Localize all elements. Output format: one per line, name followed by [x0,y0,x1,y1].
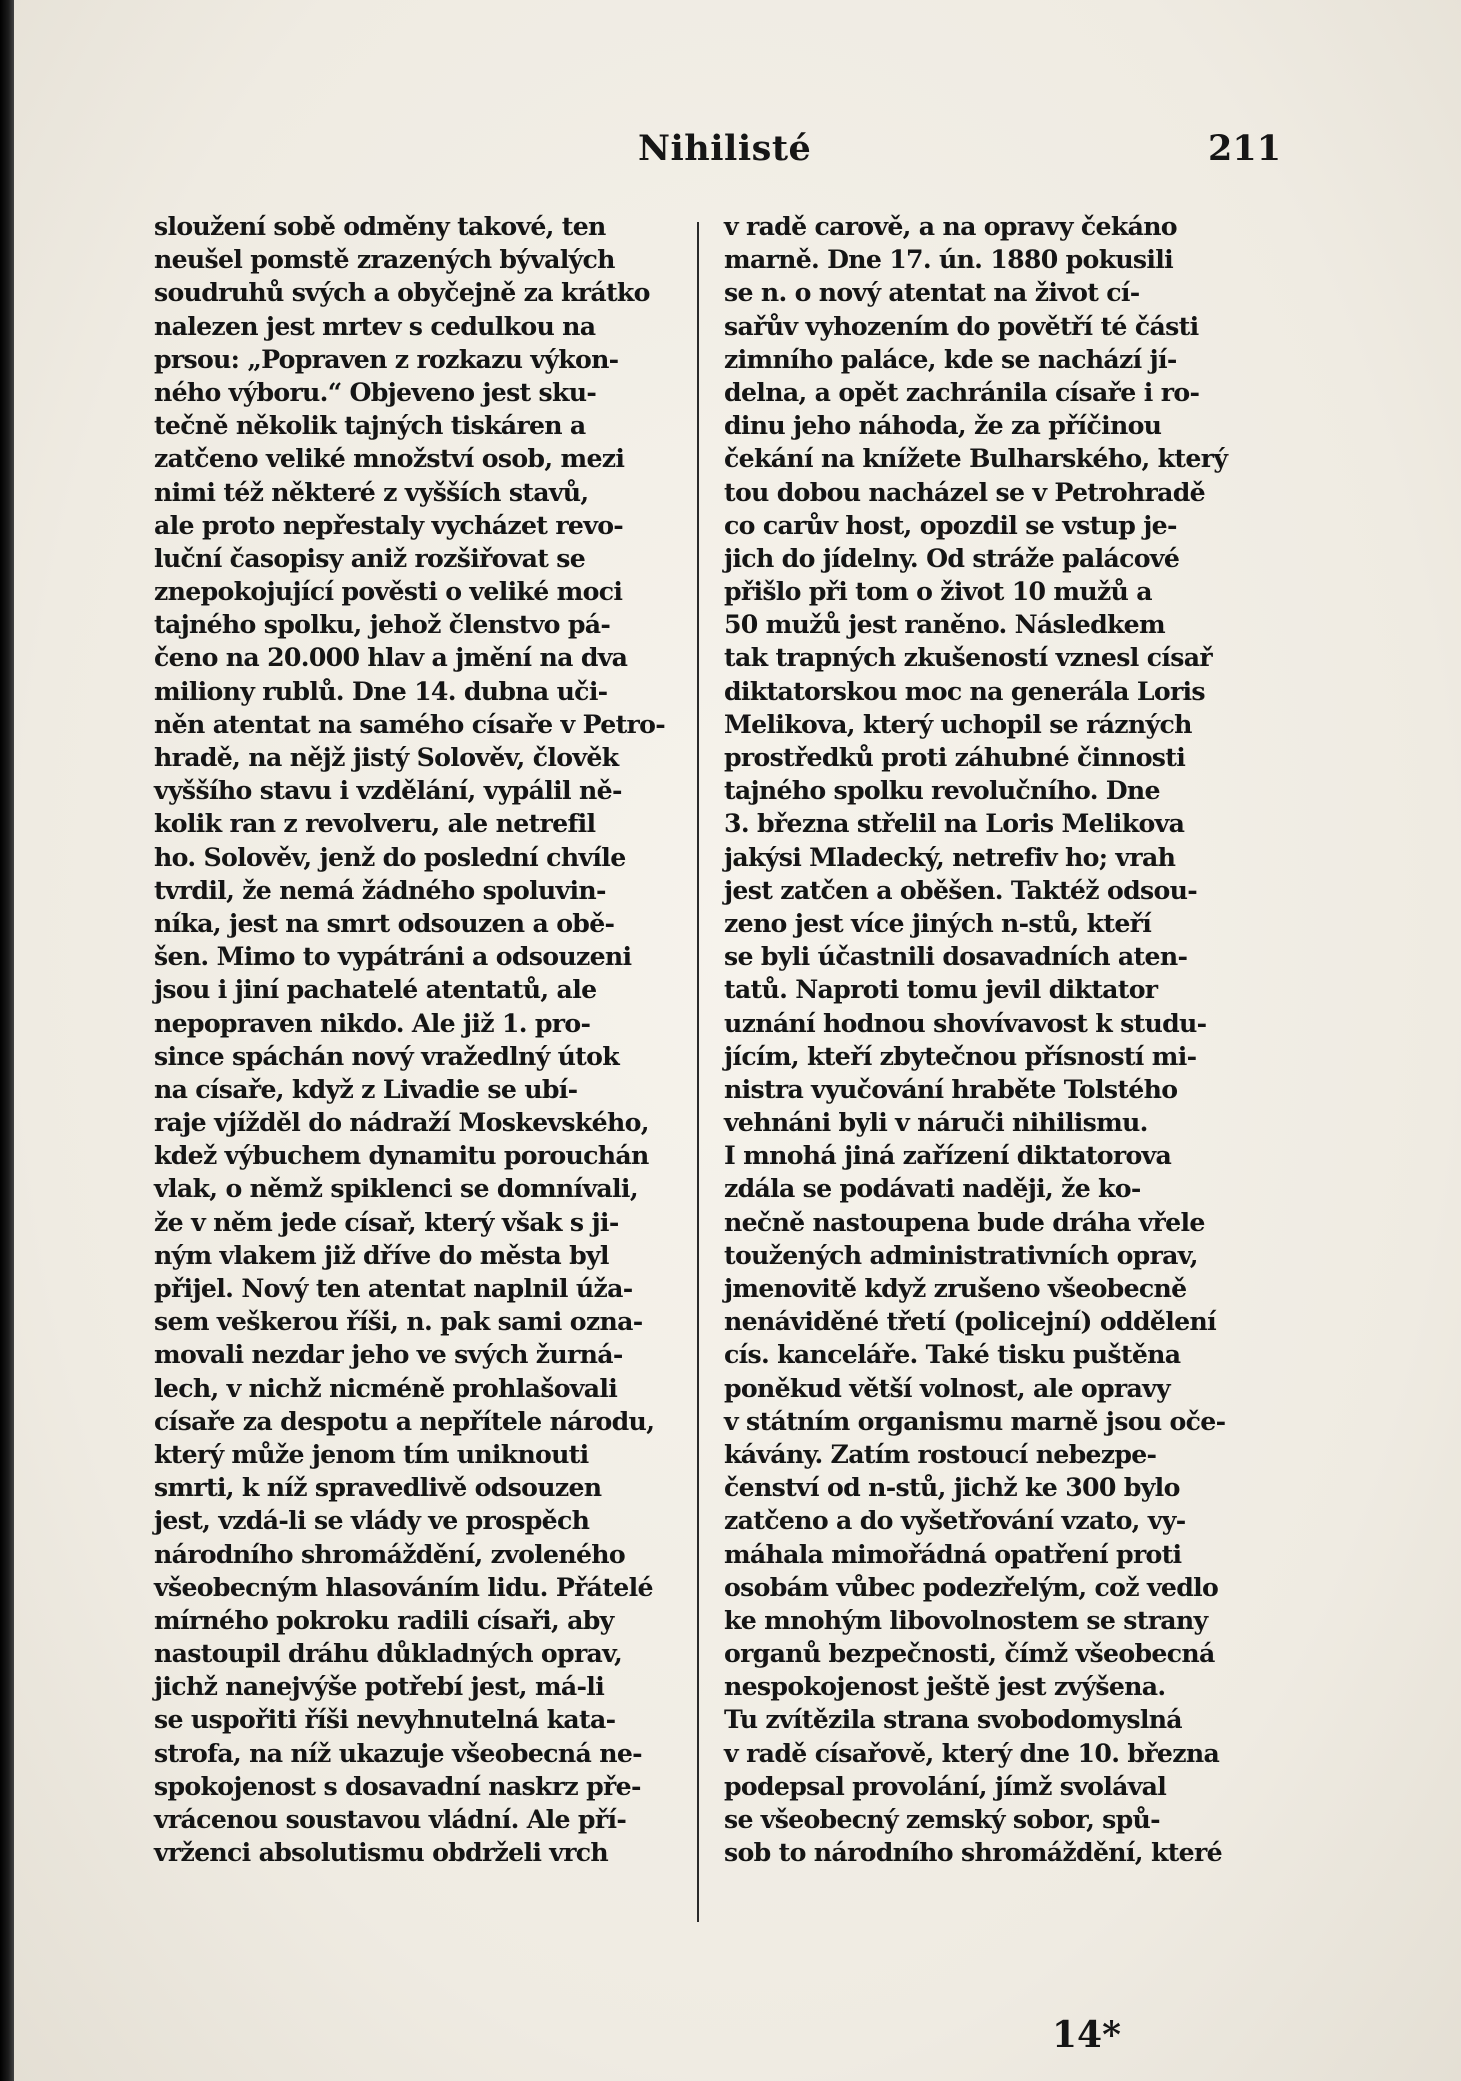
text-line: tak trapných zkušeností vznesl císař [724,642,1212,673]
text-line: lech, v nichž nicméně prohlašovali [154,1372,618,1403]
text-line: organů bezpečnosti, čímž všeobecná [724,1638,1215,1669]
text-line: přišlo při tom o život 10 mužů a [724,576,1152,607]
text-line: tajného spolku, jehož členstvo pá- [154,609,611,640]
text-line: Melikova, který uchopil se rázných [724,708,1192,739]
text-line: tečně několik tajných tiskáren a [154,410,586,441]
text-line: nepopraven nikdo. Ale již 1. pro- [154,1007,591,1038]
text-line: Tu zvítězila strana svobodomyslná [724,1704,1182,1735]
text-line: luční časopisy aniž rozšiřovat se [154,542,586,573]
text-line: jmenovitě když zrušeno všeobecně [724,1273,1187,1303]
text-line: zatčeno veliké množství osob, mezi [154,443,625,474]
text-line: čenství od n-stů, jichž ke 300 bylo [724,1472,1180,1503]
text-line: máhala mimořádná opatření proti [724,1538,1182,1569]
page-number: 211 [1208,128,1282,169]
text-line: šen. Mimo to vypátráni a odsouzeni [154,941,632,972]
text-line: jest, vzdá-li se vlády ve prospěch [154,1505,590,1536]
text-line: zatčeno a do vyšetřování vzato, vy- [724,1505,1186,1536]
text-line: sob to národního shromáždění, které [724,1837,1222,1868]
text-line: cís. kanceláře. Také tisku puštěna [724,1339,1181,1370]
text-line: se n. o nový atentat na život cí- [724,277,1140,308]
text-line: diktatorskou moc na generála Loris [724,675,1205,706]
text-line: na císaře, když z Livadie se ubí- [154,1073,578,1104]
text-line: miliony rublů. Dne 14. dubna uči- [154,675,608,706]
text-line: mírného pokroku radili císaři, aby [154,1604,614,1635]
text-line: znepokojující pověsti o veliké moci [154,576,623,607]
text-line: nenáviděné třetí (policejní) oddělení [724,1306,1217,1337]
text-line: ho. Solověv, jenž do poslední chvíle [154,841,626,872]
text-line: se všeobecný zemský sobor, spů- [724,1804,1160,1834]
text-line: v radě carově, a na opravy čekáno [724,211,1177,241]
text-line: vyššího stavu i vzdělání, vypálil ně- [154,775,622,806]
text-line: tajného spolku revolučního. Dne [724,775,1160,806]
text-line: nečně nastoupena bude dráha vřele [724,1206,1205,1237]
text-line: soudruhů svých a obyčejně za krátko [154,277,650,308]
text-line: toužených administrativních oprav, [724,1239,1198,1270]
text-line: něn atentat na samého císaře v Petro- [154,708,666,739]
text-line: nistra vyučování hraběte Tolstého [724,1073,1178,1104]
text-line: kávány. Zatím rostoucí nebezpe- [724,1438,1157,1469]
text-line: marně. Dne 17. ún. 1880 pokusili [724,244,1173,275]
text-line: tatů. Naproti tomu jevil diktator [724,974,1158,1005]
text-line: dinu jeho náhoda, že za příčinou [724,410,1162,441]
text-line: jest zatčen a oběšen. Taktéž odsou- [724,874,1197,905]
text-line: národního shromáždění, zvoleného [154,1538,625,1569]
text-line: vehnáni byli v náruči nihilismu. [724,1107,1148,1138]
book-page [14,0,1461,2081]
text-line: který může jenom tím uniknouti [154,1438,589,1469]
text-line: hradě, na nějž jistý Solověv, člověk [154,742,619,772]
text-line: přijel. Nový ten atentat naplnil úža- [154,1273,633,1303]
text-line: jich do jídelny. Od stráže palácové [724,542,1180,573]
running-title: Nihilisté [638,128,812,169]
text-line: I mnohá jiná zařízení diktatorova [724,1140,1172,1171]
text-line: tou dobou nacházel se v Petrohradě [724,476,1205,507]
text-line: sem veškerou říši, n. pak sami ozna- [154,1306,643,1337]
text-line: podepsal provolání, jímž svolával [724,1770,1167,1801]
text-line: raje vjížděl do nádraží Moskevského, [154,1107,649,1138]
text-line: v státním organismu marně jsou oče- [724,1405,1226,1436]
text-line: nalezen jest mrtev s cedulkou na [154,310,596,341]
text-line: delna, a opět zachránila císaře i ro- [724,376,1200,407]
text-line: ale proto nepřestaly vycházet revo- [154,509,624,540]
text-line: níka, jest na smrt odsouzen a obě- [154,907,615,938]
binding-edge [0,0,14,2081]
text-line: smrti, k níž spravedlivě odsouzen [154,1472,602,1503]
text-line: jsou i jiní pachatelé atentatů, ale [154,974,597,1005]
text-line: ným vlakem již dříve do města byl [154,1239,609,1270]
text-line: ného výboru.“ Objeveno jest sku- [154,376,597,407]
text-line: kolik ran z revolveru, ale netrefil [154,808,596,839]
text-line: jakýsi Mladecký, netrefiv ho; vrah [724,841,1176,872]
text-line: čekání na knížete Bulharského, který [724,443,1228,474]
text-line: jichž nanejvýše potřebí jest, má-li [154,1671,605,1702]
text-line: poněkud větší volnost, ale opravy [724,1372,1170,1403]
text-line: se byli účastnili dosavadních aten- [724,941,1188,972]
text-line: vrácenou soustavou vládní. Ale pří- [154,1804,627,1834]
text-line: zeno jest více jiných n-stů, kteří [724,907,1152,938]
text-line: vlak, o němž spiklenci se domnívali, [154,1173,638,1204]
text-line: ke mnohým libovolnostem se strany [724,1604,1208,1635]
text-line: vrženci absolutismu obdrželi vrch [154,1837,609,1868]
text-line: čeno na 20.000 hlav a jmění na dva [154,642,628,673]
text-line: tvrdil, že nemá žádného spoluvin- [154,874,606,905]
text-line: nespokojenost ještě jest zvýšena. [724,1671,1166,1702]
text-line: v radě císařově, který dne 10. března [724,1737,1220,1768]
text-line: zimního paláce, kde se nachází jí- [724,343,1177,374]
text-line: spokojenost s dosavadní naskrz pře- [154,1770,641,1801]
text-line: sloužení sobě odměny takové, ten [154,211,606,241]
text-line: co carův host, opozdil se vstup je- [724,509,1177,540]
text-line: strofa, na níž ukazuje všeobecná ne- [154,1737,642,1768]
text-line: nimi též některé z vyšších stavů, [154,476,589,507]
page-header [14,128,1461,178]
text-line: 3. března střelil na Loris Melikova [724,808,1185,839]
text-line: kdež výbuchem dynamitu porouchán [154,1140,649,1171]
text-line: všeobecným hlasováním lidu. Přátelé [154,1571,653,1602]
right-column [724,210,1279,1869]
text-line: neušel pomstě zrazených bývalých [154,244,615,275]
text-line: sařův vyhozením do povětří té části [724,310,1199,341]
text-line: jícím, kteří zbytečnou přísností mi- [724,1040,1197,1071]
text-line: nastoupil dráhu důkladných oprav, [154,1638,623,1669]
text-line: uznání hodnou shovívavost k studu- [724,1007,1207,1038]
text-line: prostředků proti záhubné činnosti [724,742,1186,772]
text-line: prsou: „Popraven z rozkazu výkon- [154,343,619,374]
column-divider [697,222,699,1922]
text-line: se uspořiti říši nevyhnutelná kata- [154,1704,616,1735]
signature-mark: 14* [1052,2014,1121,2056]
text-line: since spáchán nový vražedlný útok [154,1040,619,1071]
text-line: movali nezdar jeho ve svých žurná- [154,1339,623,1370]
left-column [154,210,709,1869]
text-line: 50 mužů jest raněno. Následkem [724,609,1165,640]
text-line: zdála se podávati naději, že ko- [724,1173,1141,1204]
text-line: osobám vůbec podezřelým, což vedlo [724,1571,1219,1602]
text-line: že v něm jede císař, který však s ji- [154,1206,619,1237]
text-line: císaře za despotu a nepřítele národu, [154,1405,655,1436]
